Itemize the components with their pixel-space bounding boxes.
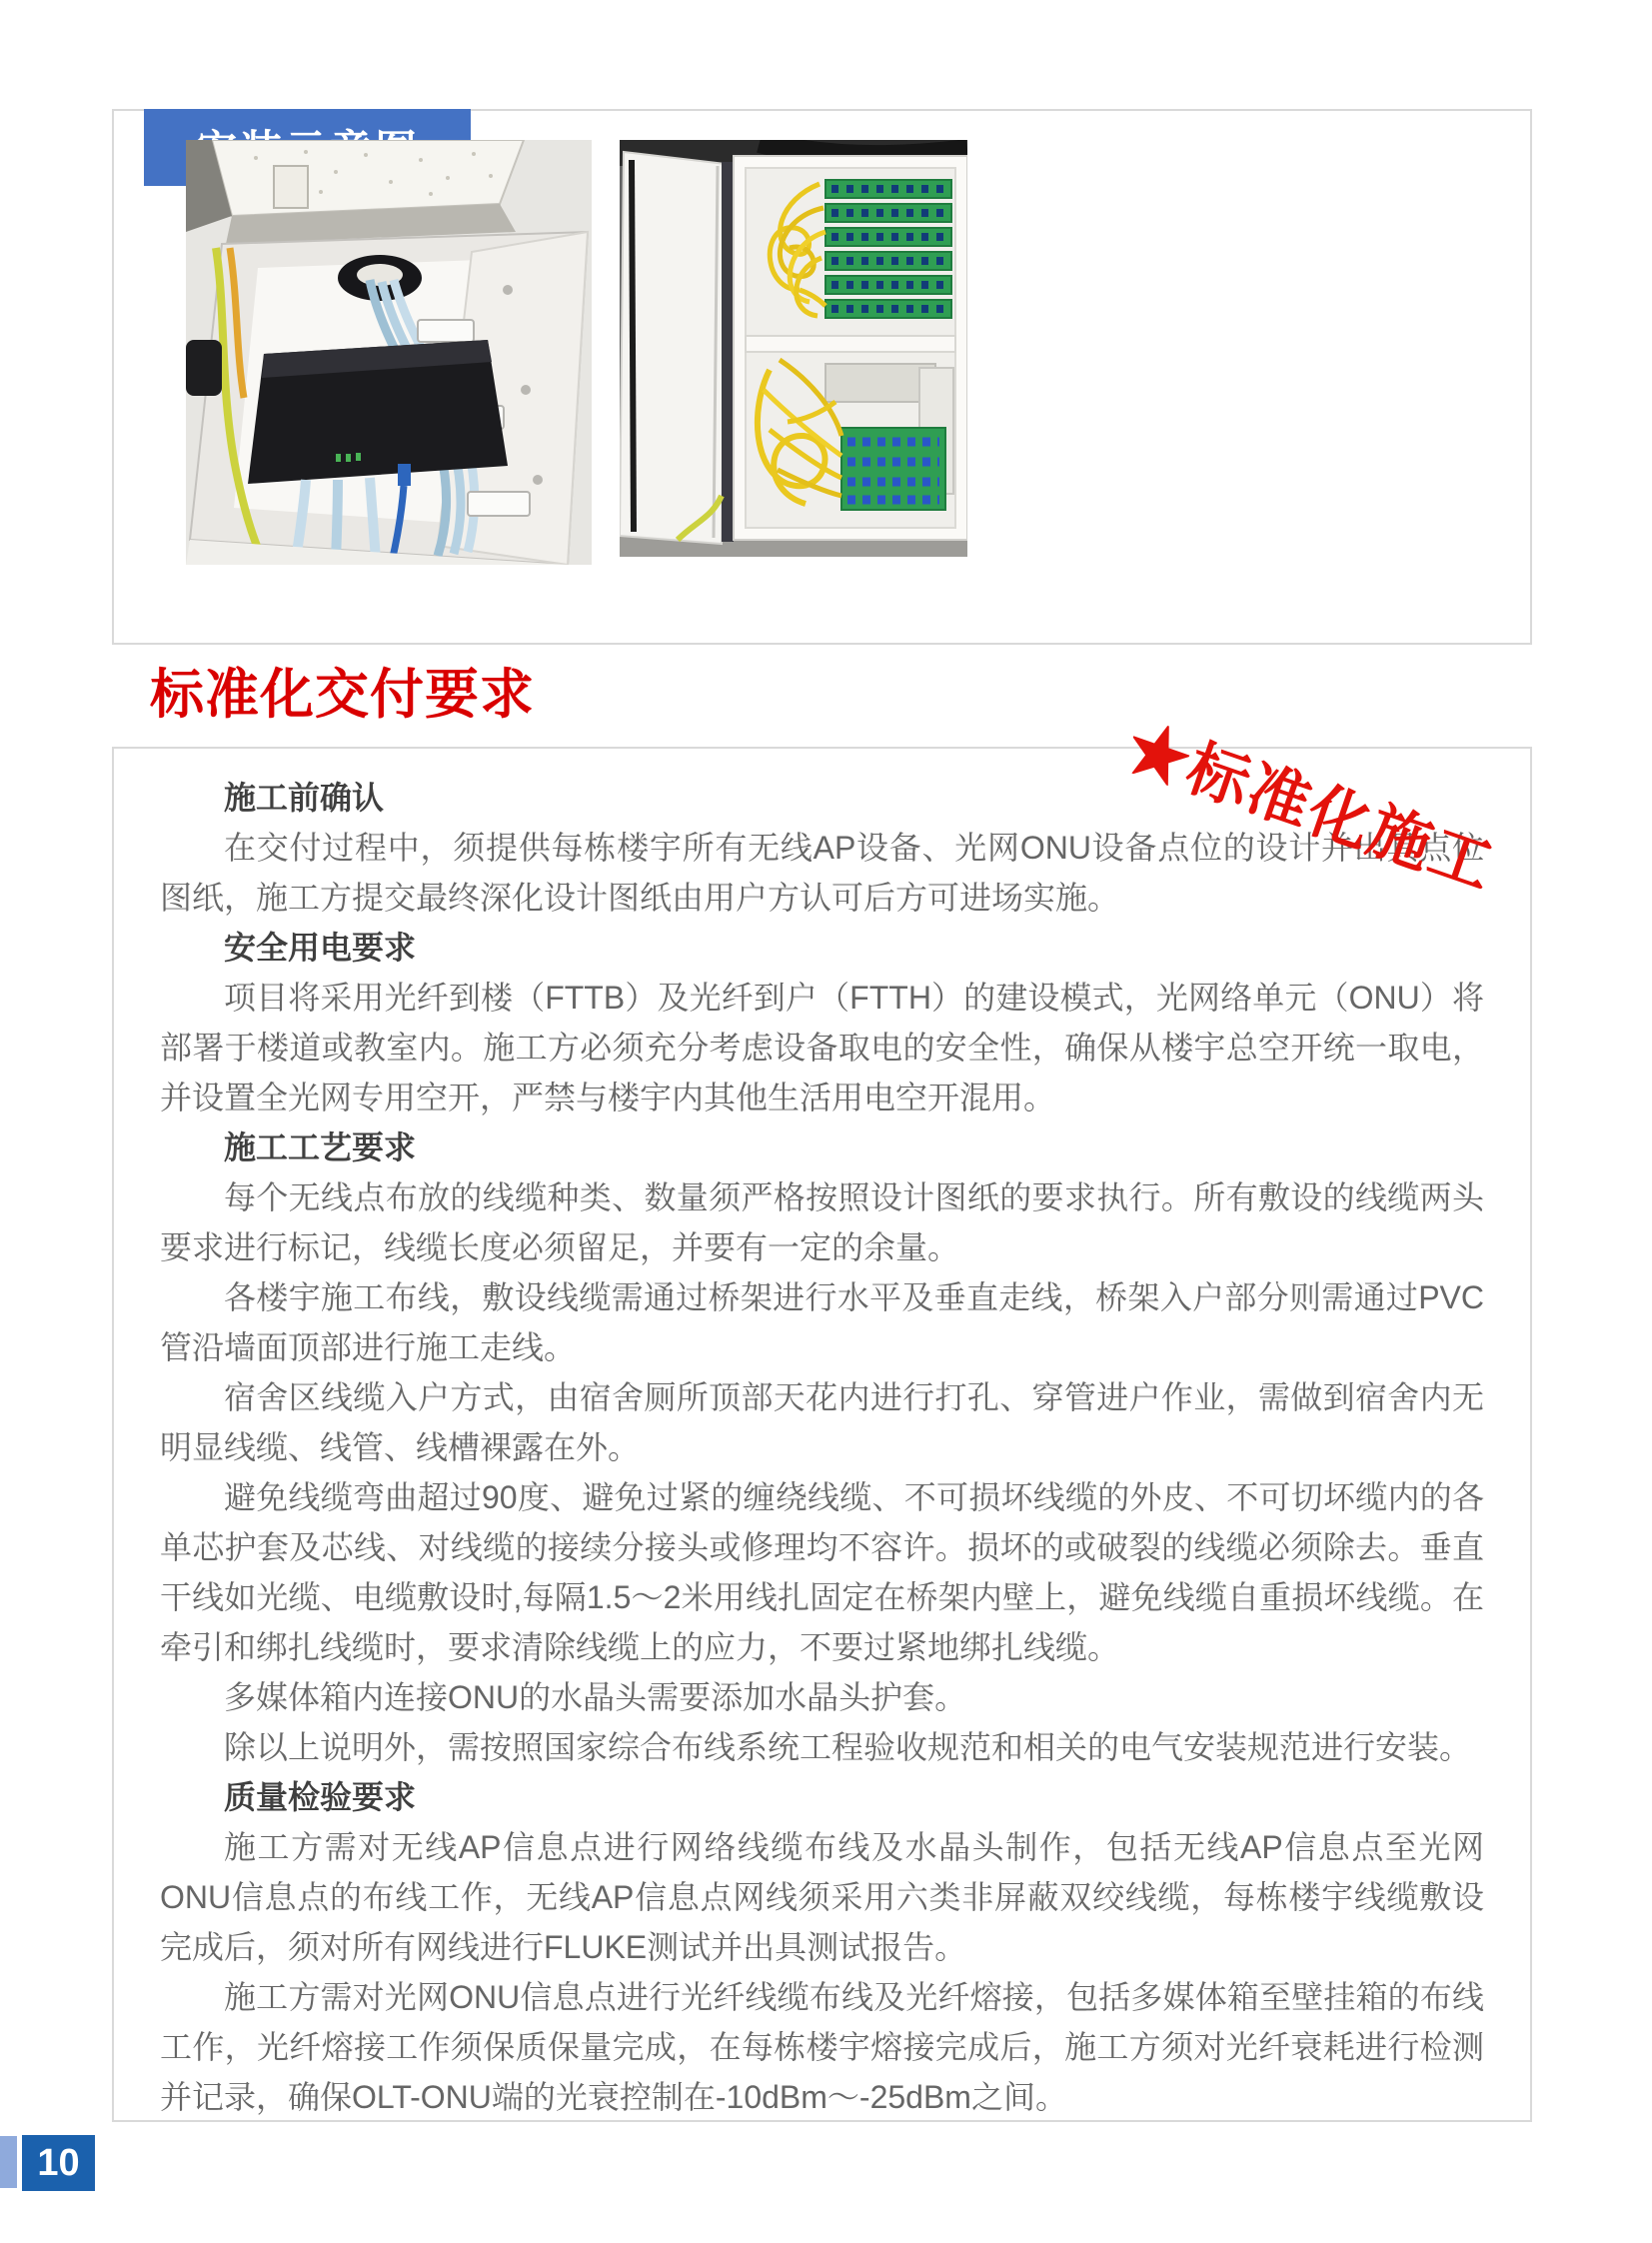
fiber-distribution-cabinet-photo	[620, 140, 967, 557]
footer-accent-strip	[0, 2136, 17, 2188]
requirement-paragraph: 每个无线点布放的线缆种类、数量须严格按照设计图纸的要求执行。所有敷设的线缆两头要求进行标记，线缆长度必须留足，并要有一定的余量。	[160, 1179, 1484, 1265]
requirement-paragraph: 项目将采用光纤到楼（FTTB）及光纤到户（FTTH）的建设模式，光网络单元（ONU）将部署于楼道或教室内。施工方必须充分考虑设备取电的安全性，确保从楼宇总空开统一取电，并设置全光网专用空开，严禁与楼宇内其他生活用电空开混用。	[160, 980, 1484, 1116]
requirement-heading: 安全用电要求	[224, 930, 417, 966]
requirements-text	[114, 749, 1530, 2120]
section-title: 标准化交付要求	[150, 665, 535, 725]
requirement-paragraph: 宿舍区线缆入户方式，由宿舍厕所顶部天花内进行打孔、穿管进户作业，需做到宿舍内无明显线缆、线管、线槽裸露在外。	[160, 1379, 1484, 1465]
requirements-section	[112, 747, 1532, 2122]
requirement-heading: 施工前确认	[224, 780, 385, 816]
requirement-paragraph: 避免线缆弯曲超过90度、避免过紧的缠绕线缆、不可损坏线缆的外皮、不可切坏缆内的各单芯护套及芯线、对线缆的接续分接头或修理均不容许。损坏的或破裂的线缆必须除去。垂直干线如光缆、电缆敷设时,每隔1.5～2米用线扎固定在桥架内壁上，避免线缆自重损坏线缆。在牵引和绑扎线缆时，要求清除线缆上的应力，不要过紧地绑扎线缆。	[160, 1479, 1484, 1665]
requirement-paragraph: 多媒体箱内连接ONU的水晶头需要添加水晶头护套。	[224, 1679, 967, 1715]
requirement-heading: 施工工艺要求	[224, 1129, 417, 1165]
requirement-paragraph: 施工方需对光网ONU信息点进行光纤线缆布线及光纤熔接，包括多媒体箱至壁挂箱的布线工作，光纤熔接工作须保质保量完成，在每栋楼宇熔接完成后，施工方须对光纤衰耗进行检测并记录，确保OLT-ONU端的光衰控制在-10dBm～-25dBm之间。	[160, 1979, 1484, 2115]
standardized-construction-stamp: ★标准化施工	[1117, 713, 1503, 904]
requirement-paragraph: 在交付过程中，须提供每栋楼宇所有无线AP设备、光网ONU设备点位的设计并出具点位图纸，施工方提交最终深化设计图纸由用户方认可后方可进场实施。	[160, 830, 1484, 916]
requirement-paragraph: 除以上说明外，需按照国家综合布线系统工程验收规范和相关的电气安装规范进行安装。	[224, 1729, 1472, 1765]
requirement-heading: 质量检验要求	[224, 1779, 417, 1815]
requirement-paragraph: 施工方需对无线AP信息点进行网络线缆布线及水晶头制作，包括无线AP信息点至光网ONU信息点的布线工作，无线AP信息点网线须采用六类非屏蔽双绞线缆，每栋楼宇线缆敷设完成后，须对所有网线进行FLUKE测试并出具测试报告。	[160, 1829, 1484, 1965]
installation-diagram-section	[112, 109, 1532, 645]
page-number: 10	[22, 2135, 95, 2191]
multimedia-box-interior-photo	[186, 140, 592, 565]
requirement-paragraph: 各楼宇施工布线，敷设线缆需通过桥架进行水平及垂直走线，桥架入户部分则需通过PVC管沿墙面顶部进行施工走线。	[160, 1279, 1484, 1365]
